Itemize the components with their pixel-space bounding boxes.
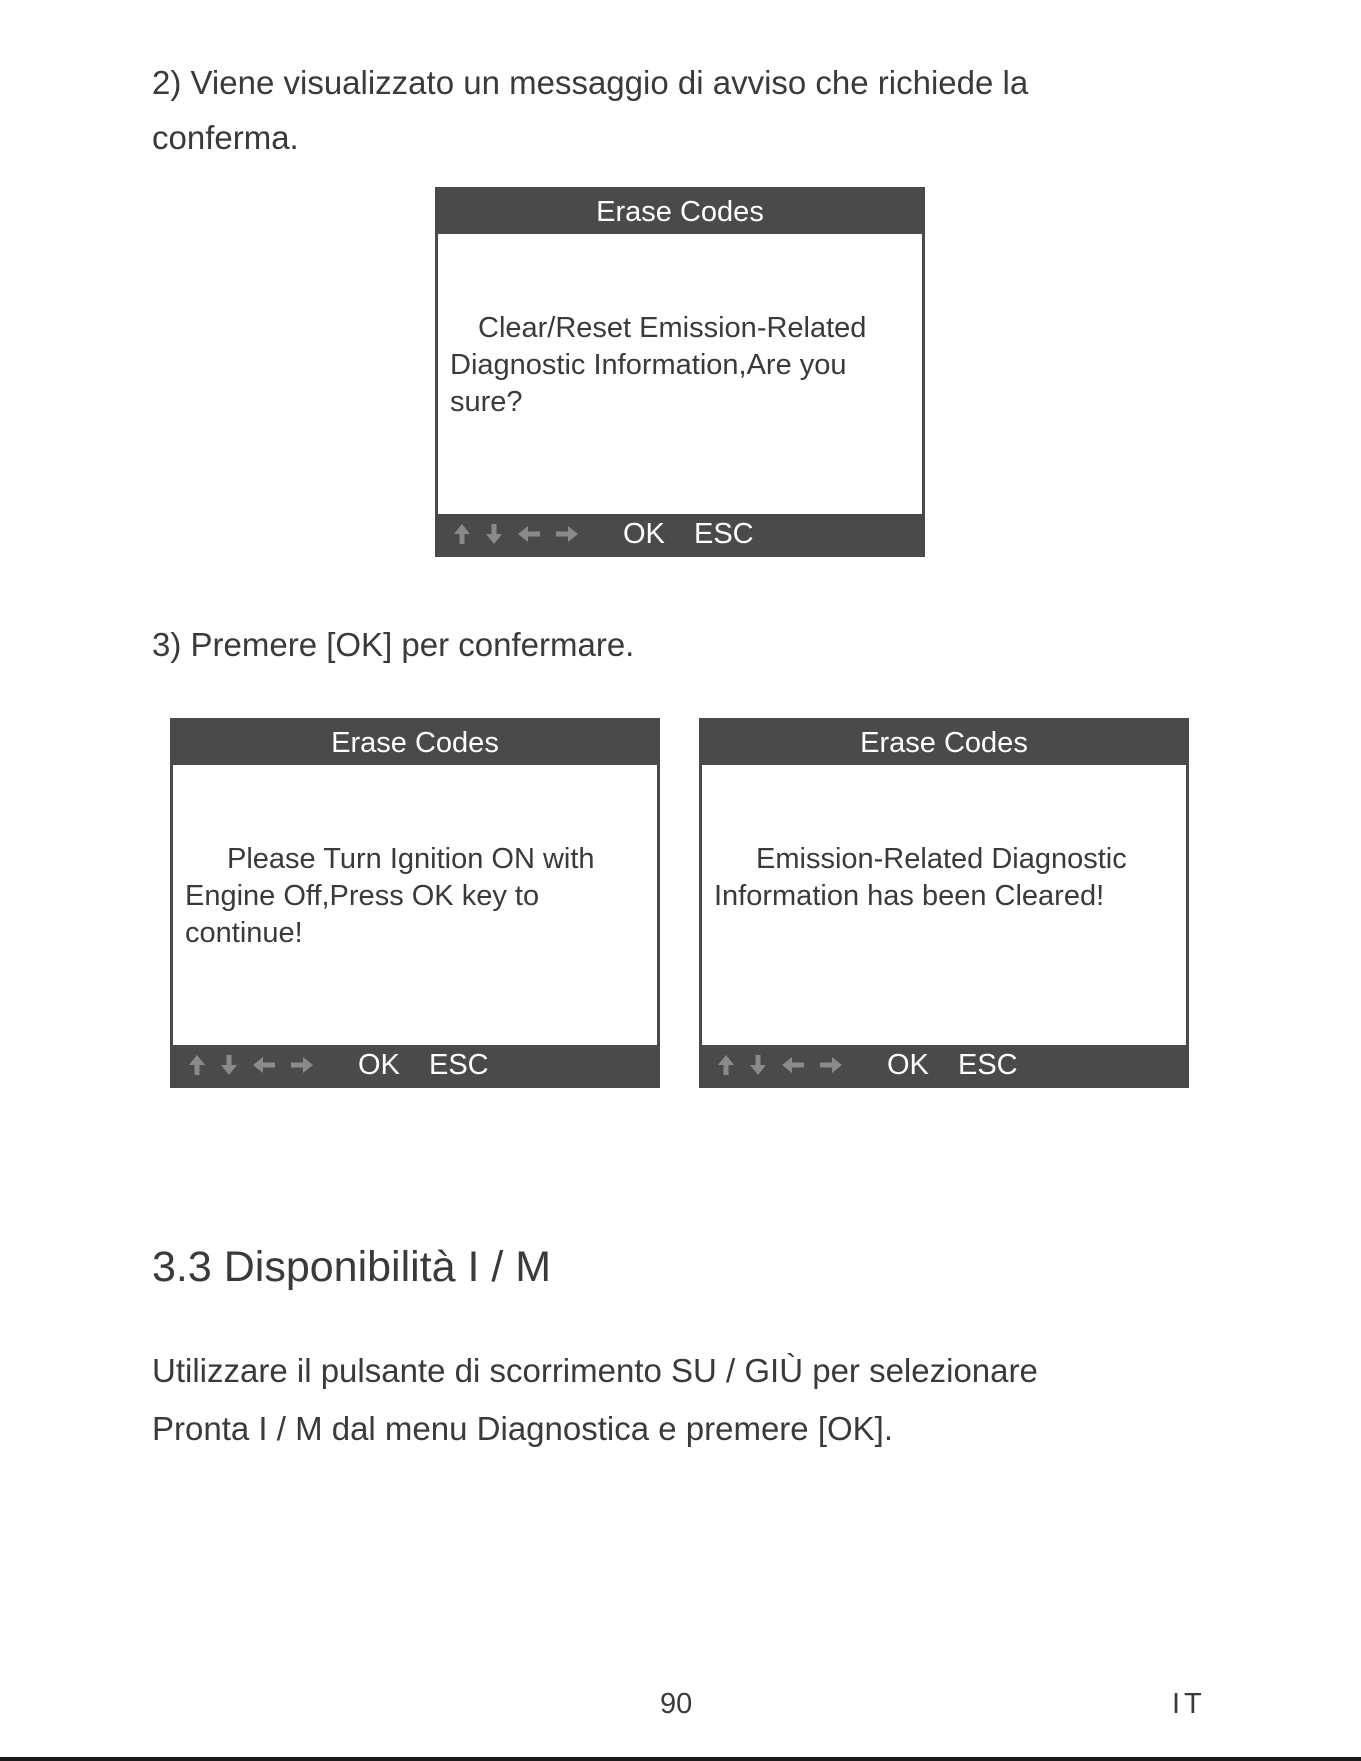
screen-cleared	[699, 718, 1189, 1088]
arrow-up-icon	[716, 1053, 736, 1077]
section-paragraph	[152, 1342, 1152, 1458]
navigation-arrows	[187, 1045, 315, 1085]
arrow-right-icon	[818, 1055, 844, 1075]
screen-title: Erase Codes	[438, 190, 922, 234]
step2-line2: conferma.	[152, 119, 299, 156]
screen-button-bar	[702, 1045, 1186, 1085]
arrow-left-icon	[780, 1055, 806, 1075]
ok-button[interactable]: OK	[887, 1049, 929, 1081]
section-line2: Pronta I / M dal menu Diagnostica e premere [OK].	[152, 1410, 894, 1447]
page-number: 90	[660, 1688, 693, 1720]
step3-paragraph: 3) Premere [OK] per confermare.	[152, 626, 635, 663]
screen-title: Erase Codes	[702, 721, 1186, 765]
screen-button-bar	[173, 1045, 657, 1085]
ok-button[interactable]: OK	[358, 1049, 400, 1081]
esc-button[interactable]: ESC	[429, 1049, 489, 1081]
navigation-arrows	[716, 1045, 844, 1085]
ok-button[interactable]: OK	[623, 518, 665, 550]
screen-confirm	[435, 187, 925, 557]
screen-button-bar	[438, 514, 922, 554]
arrow-down-icon	[219, 1053, 239, 1077]
esc-button[interactable]: ESC	[694, 518, 754, 550]
step2-line1: 2) Viene visualizzato un messaggio di avviso che richiede la	[152, 64, 1029, 101]
step2-paragraph	[152, 55, 1152, 165]
bottom-rule	[0, 1757, 1361, 1761]
arrow-right-icon	[289, 1055, 315, 1075]
navigation-arrows	[452, 514, 580, 554]
screen-ignition	[170, 718, 660, 1088]
screen-message: Emission-Related Diagnostic Information has been Cleared!	[714, 843, 1127, 912]
section-line1: Utilizzare il pulsante di scorrimento SU / GIÙ per selezionare	[152, 1352, 1038, 1389]
arrow-down-icon	[484, 522, 504, 546]
arrow-up-icon	[452, 522, 472, 546]
arrow-up-icon	[187, 1053, 207, 1077]
arrow-right-icon	[554, 524, 580, 544]
screen-message: Clear/Reset Emission-Related Diagnostic Information,Are you sure?	[450, 312, 867, 418]
arrow-left-icon	[251, 1055, 277, 1075]
section-heading: 3.3 Disponibilità I / M	[152, 1243, 552, 1291]
screen-message: Please Turn Ignition ON with Engine Off,Press OK key to continue!	[185, 843, 595, 949]
screen-title: Erase Codes	[173, 721, 657, 765]
arrow-down-icon	[748, 1053, 768, 1077]
arrow-left-icon	[516, 524, 542, 544]
language-code: IT	[1172, 1688, 1206, 1720]
esc-button[interactable]: ESC	[958, 1049, 1018, 1081]
